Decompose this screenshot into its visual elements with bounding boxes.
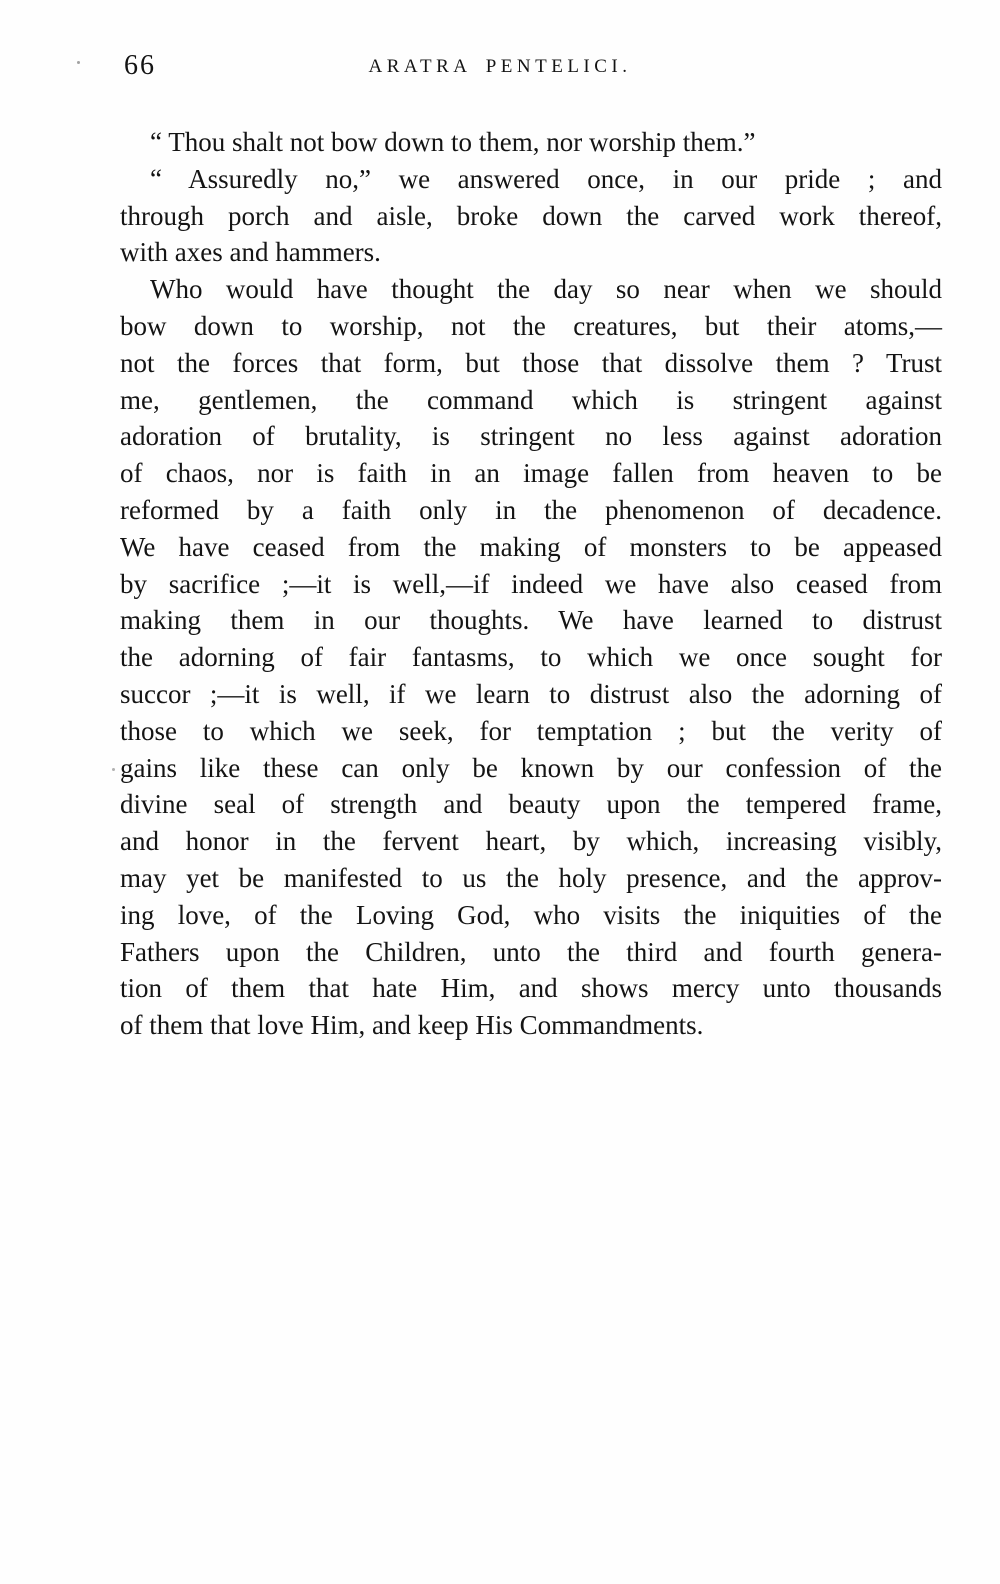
text-line: not the forces that form, but those that dissolve them ? Trust (120, 347, 942, 378)
text-line: the adorning of fair fantasms, to which we once sought for (120, 642, 942, 673)
text-line: “ Thou shalt not bow down to them, nor worship them.” (150, 127, 756, 157)
text-line: We have ceased from the making of monsters to be appeased (120, 531, 942, 562)
page-number: 66 (124, 50, 156, 81)
text-line: by sacrifice ;—it is well,—if indeed we have also ceased from (120, 568, 942, 599)
text-line: and honor in the fervent heart, by which, increasing visibly, (120, 826, 942, 857)
text-line: may yet be manifested to us the holy presence, and the approv- (120, 862, 942, 893)
text-line: tion of them that hate Him, and shows mercy unto thousands (120, 973, 942, 1004)
text-line: Fathers upon the Children, unto the third and fourth genera- (120, 936, 942, 967)
text-line: reformed by a faith only in the phenomenon of decadence. (120, 494, 942, 525)
text-line: those to which we seek, for temptation ; but the verity of (120, 715, 942, 746)
running-head (0, 50, 1000, 84)
text-line: bow down to worship, not the creatures, but their atoms,— (120, 310, 942, 341)
text-line: ing love, of the Loving God, who visits the iniquities of the (120, 899, 942, 930)
text-line: of them that love Him, and keep His Commandments. (120, 1010, 704, 1041)
text-line: gains like these can only be known by our confession of the (120, 752, 942, 783)
text-line: with axes and hammers. (120, 237, 381, 268)
text-line: through porch and aisle, broke down the carved work thereof, (120, 200, 942, 231)
body-text (120, 124, 942, 1044)
text-line: divine seal of strength and beauty upon the tempered frame, (120, 789, 942, 820)
text-line: adoration of brutality, is stringent no less against adoration (120, 421, 942, 452)
scan-speck (112, 768, 115, 771)
text-line: Who would have thought the day so near when we should (150, 274, 942, 305)
text-line: succor ;—it is well, if we learn to distrust also the adorning of (120, 678, 942, 709)
text-line: making them in our thoughts. We have learned to distrust (120, 605, 942, 636)
text-line: “ Assuredly no,” we answered once, in our pride ; and (150, 163, 942, 194)
running-title: ARATRA PENTELICI. (368, 56, 632, 77)
text-line: me, gentlemen, the command which is stringent against (120, 384, 942, 415)
text-line: of chaos, nor is faith in an image fallen from heaven to be (120, 458, 942, 489)
